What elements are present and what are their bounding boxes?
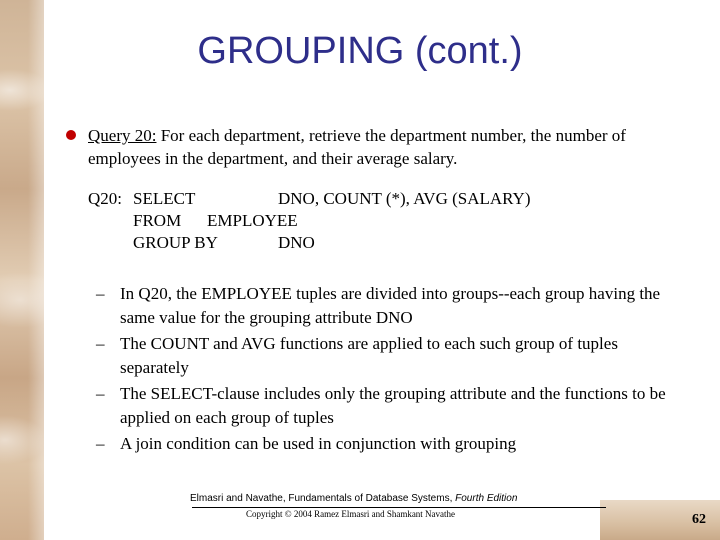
sql-from-keyword: FROM (133, 211, 182, 230)
sql-select-columns: DNO, COUNT (*), AVG (SALARY) (278, 189, 531, 208)
footer-copyright: Copyright © 2004 Ramez Elmasri and Shamkant Navathe (246, 509, 456, 519)
bullet-text (88, 124, 666, 170)
query-label: Query 20: (88, 126, 157, 145)
sub-bullet (96, 382, 676, 430)
sub-bullet (96, 282, 676, 330)
footer-citation (190, 493, 517, 504)
sub-bullet-text: The SELECT-clause includes only the grouping attribute and the functions to be applied on each group of tuples (120, 384, 666, 427)
slide-title: GROUPING (cont.) (197, 30, 523, 72)
dash-marker: – (96, 384, 105, 403)
dash-marker: – (96, 334, 105, 353)
query-description: For each department, retrieve the department number, the number of employees in the department, and their average salary. (88, 126, 626, 168)
dash-marker: – (96, 434, 105, 453)
sub-bullet (96, 432, 676, 456)
sql-select-keyword: SELECT (133, 189, 196, 208)
bullet-dot-icon (66, 130, 76, 140)
sql-from-table: EMPLOYEE (207, 211, 298, 230)
main-bullet (66, 124, 666, 170)
sub-bullet-text: In Q20, the EMPLOYEE tuples are divided into groups--each group having the same value for the grouping attribute DNO (120, 284, 661, 327)
sub-bullet-list (96, 282, 676, 458)
sql-group-keyword: GROUP BY (133, 233, 218, 252)
sql-query-label: Q20: (88, 189, 122, 208)
footer-edition: Fourth Edition (455, 493, 518, 504)
dash-marker: – (96, 284, 105, 303)
sub-bullet (96, 332, 676, 380)
sand-dune-fade (28, 0, 68, 540)
sql-group-column: DNO (278, 233, 315, 252)
footer-divider (192, 507, 606, 508)
footer-authors: Elmasri and Navathe, Fundamentals of Database Systems, (190, 493, 456, 504)
sub-bullet-text: The COUNT and AVG functions are applied to each such group of tuples separately (120, 334, 618, 377)
sub-bullet-text: A join condition can be used in conjunction with grouping (120, 434, 517, 453)
page-number: 62 (692, 512, 706, 527)
